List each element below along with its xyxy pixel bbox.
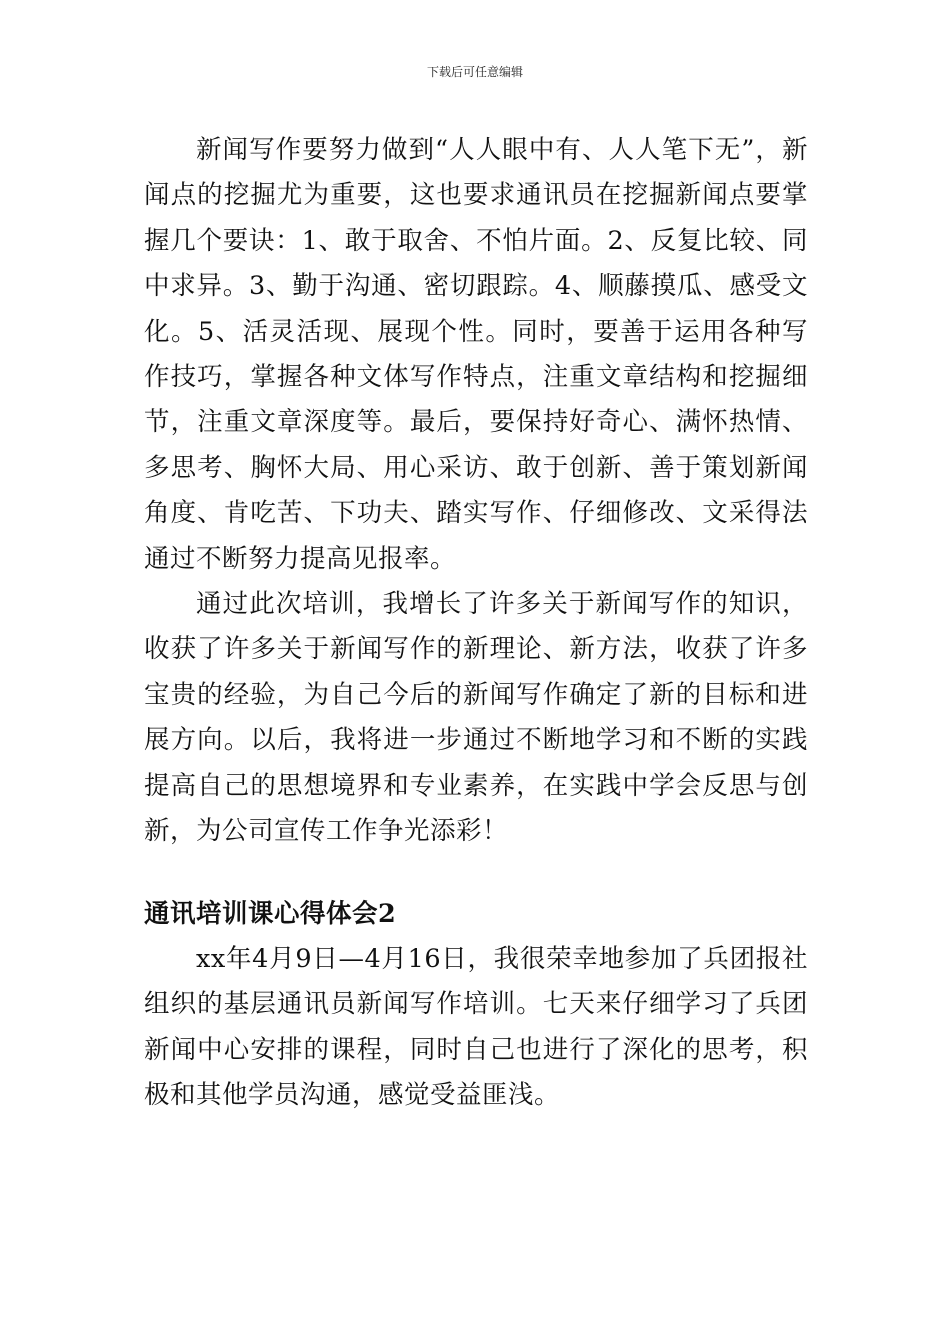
paragraph-news-writing-tips: 新闻写作要努力做到“人人眼中有、人人笔下无”，新闻点的挖掘尤为重要，这也要求通讯员在挖掘新闻点要掌握几个要诀：1、敢于取舍、不怕片面。2、反复比较、同中求异。3、勤于沟通、密切跟踪。4、顺藤摸瓜、感受文化。5、活灵活现、展现个性。同时，要善于运用各种写作技巧，掌握各种文体写作特点，注重文章结构和挖掘细节，注重文章深度等。最后，要保持好奇心、满怀热情、多思考、胸怀大局、用心采访、敢于创新、善于策划新闻角度、肯吃苦、下功夫、踏实写作、仔细修改、文采得法通过不断努力提高见报率。 xyxy=(144,135,808,574)
page-header: 下载后可任意编辑 xyxy=(426,65,523,79)
paragraph-training-gains: 通过此次培训，我增长了许多关于新闻写作的知识，收获了许多关于新闻写作的新理论、新方法，收获了许多宝贵的经验，为自己今后的新闻写作确定了新的目标和进展方向。以后，我将进一步通过不断地学习和不断的实践提高自己的思想境界和专业素养，在实践中学会反思与创新，为公司宣传工作争光添彩！ xyxy=(144,589,808,847)
document-body xyxy=(144,128,808,1119)
paragraph-training-intro: xx年4月9日—4月16日，我很荣幸地参加了兵团报社组织的基层通讯员新闻写作培训。七天来仔细学习了兵团新闻中心安排的课程，同时自己也进行了深化的思考，积极和其他学员沟通，感觉受益匪浅。 xyxy=(144,943,808,1111)
section-title: 通讯培训课心得体会2 xyxy=(144,898,397,929)
